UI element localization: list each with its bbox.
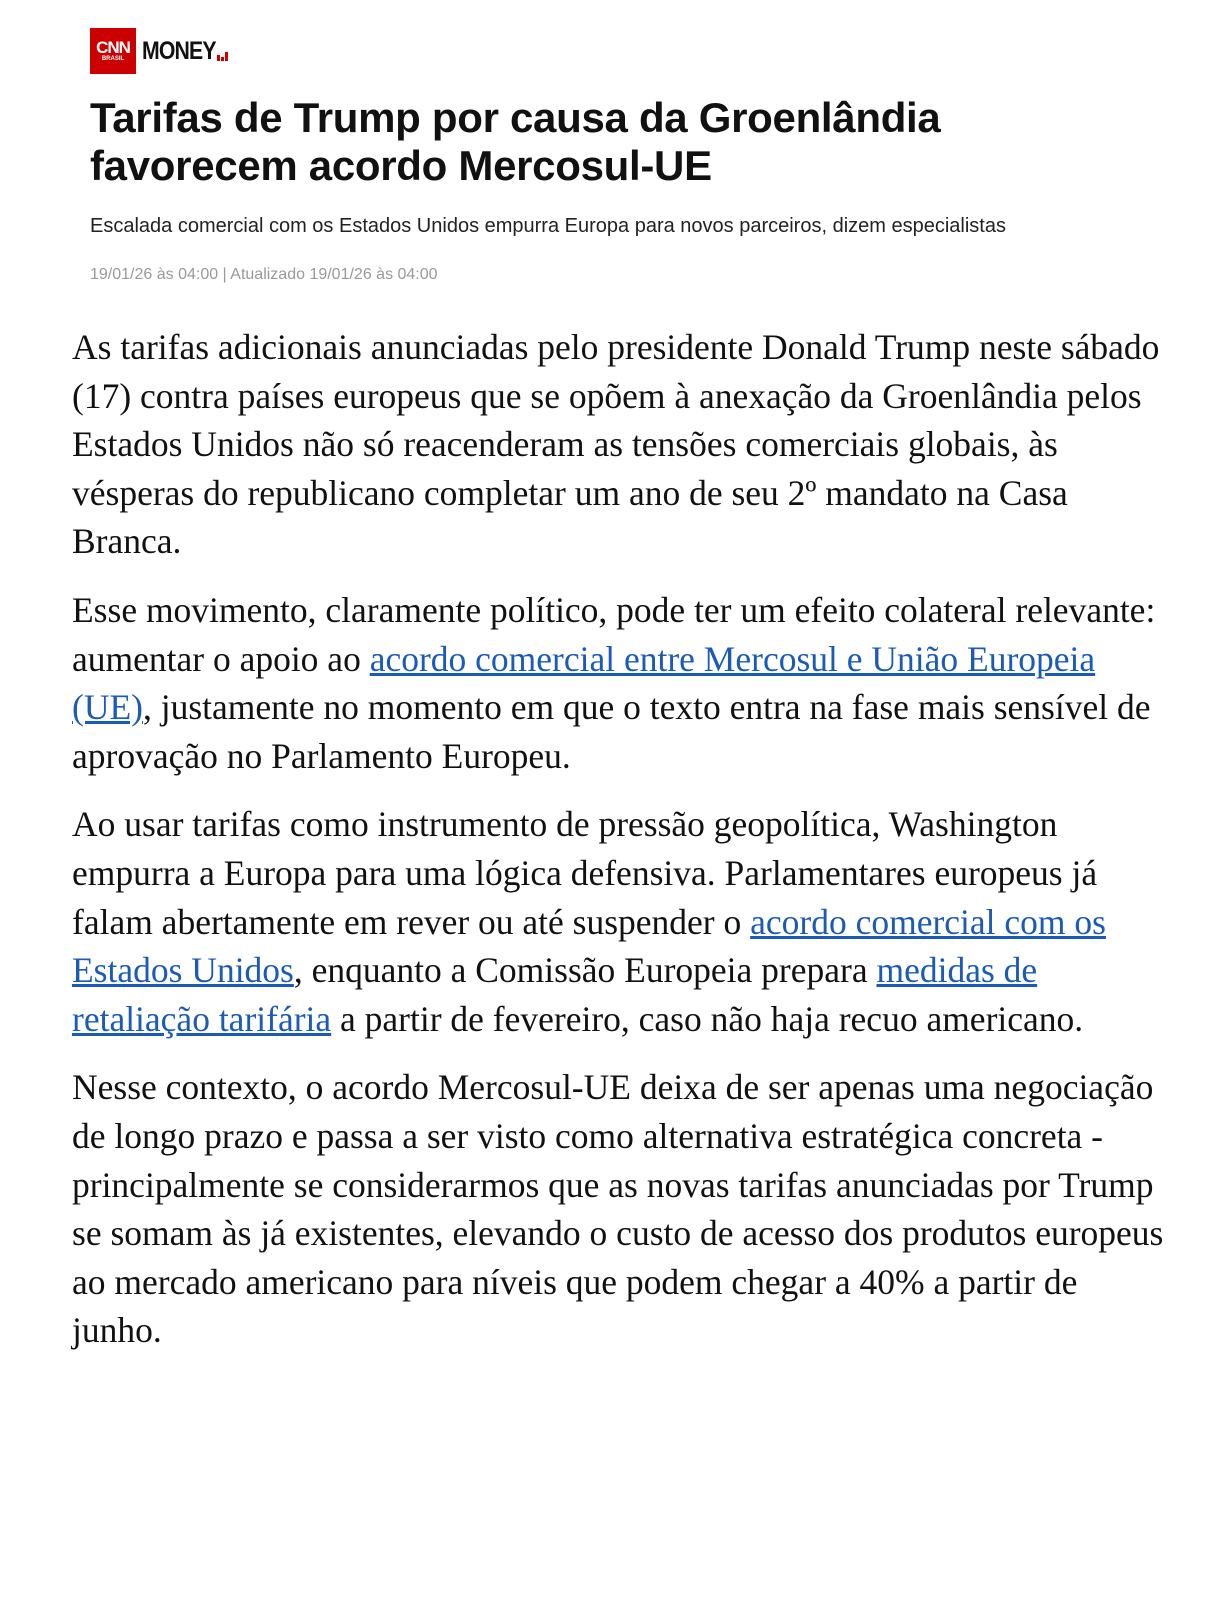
money-wordmark: MONEY xyxy=(142,36,216,65)
cnn-brasil-logo: CNN BRASIL xyxy=(90,28,136,74)
subtitle: Escalada comercial com os Estados Unidos empurra Europa para novos parceiros, dizem especialistas xyxy=(90,215,1006,237)
link-retaliacao-tarifaria[interactable]: medidas de retaliação tarifária xyxy=(72,950,1038,1039)
paragraph: Ao usar tarifas como instrumento de pressão geopolítica, Washington empurra a Europa para uma lógica defensiva. Parlamentares europeus já falam abertamente em rever ou até suspender o acordo comercial com os Estados Unidos, enquanto a Comissão Europeia prepara medidas de retaliação tarifária a partir de fevereiro, caso não haja recuo americano. xyxy=(72,804,1106,1039)
link-acordo-eua[interactable]: acordo comercial com os Estados Unidos xyxy=(72,901,1106,991)
link-acordo-mercosul-ue[interactable]: acordo comercial entre Mercosul e União Europeia (UE) xyxy=(72,638,1096,728)
dateline: 19/01/26 às 04:00 | Atualizado 19/01/26 às 04:00 xyxy=(90,266,438,283)
cnn-money-logo[interactable] xyxy=(90,28,228,74)
paragraph: Esse movimento, claramente político, pode ter um efeito colateral relevante: aumentar o apoio ao acordo comercial entre Mercosul e União Europeia (UE), justamente no momento em que o texto entra na fase mais sensível de aprovação no Parlamento Europeu. xyxy=(72,589,1156,776)
article-body xyxy=(72,323,1172,1375)
headline: Tarifas de Trump por causa da Groenlândia favorecem acordo Mercosul-UE xyxy=(90,94,941,189)
paragraph: Nesse contexto, o acordo Mercosul-UE deixa de ser apenas uma negociação de longo prazo e passa a ser visto como alternativa estratégica concreta - principalmente se considerarmos que as novas tarifas anunciadas por Trump se somam às já existentes, elevando o custo de acesso dos produtos europeus ao mercado americano para níveis que podem chegar a 40% a partir de junho. xyxy=(72,1067,1164,1351)
paragraph: As tarifas adicionais anunciadas pelo presidente Donald Trump neste sábado (17) contra países europeus que se opõem à anexação da Groenlândia pelos Estados Unidos não só reacenderam as tensões comerciais globais, às vésperas do republicano completar um ano de seu 2º mandato na Casa Branca. xyxy=(72,327,1160,562)
bar-chart-icon xyxy=(217,52,228,61)
